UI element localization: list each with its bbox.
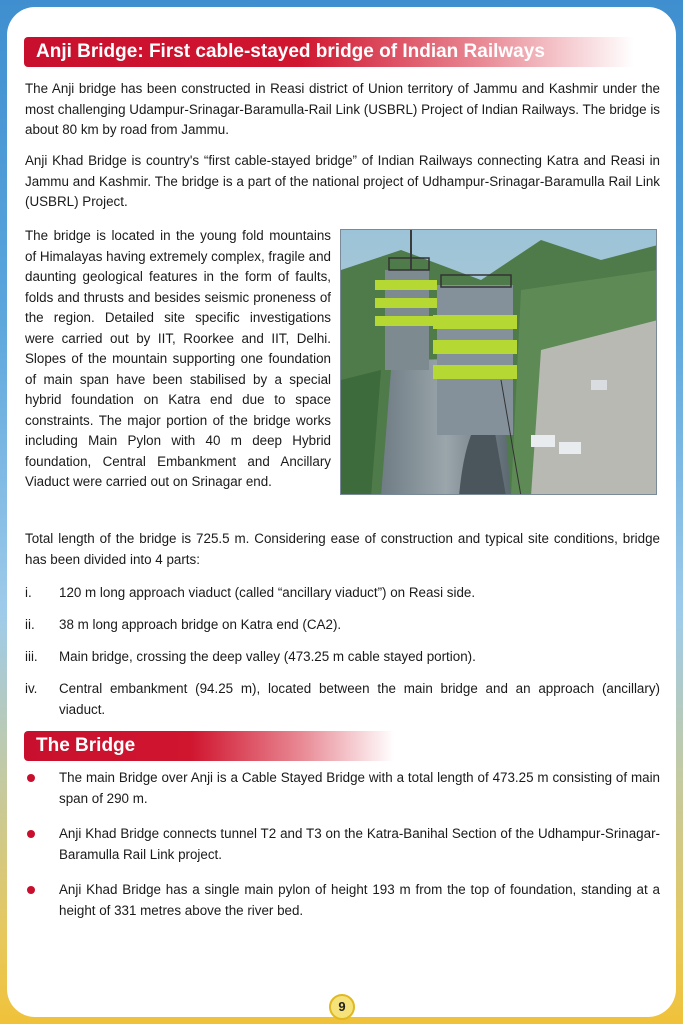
list-number: ii. xyxy=(25,617,35,632)
page-number-badge: 9 xyxy=(329,994,355,1020)
bullet-text: Anji Khad Bridge connects tunnel T2 and T3 on the Katra-Banihal Section of the Udhampur-Srinagar-Baramulla Rail Link project. xyxy=(59,826,660,862)
list-text: 120 m long approach viaduct (called “ancillary viaduct”) on Reasi side. xyxy=(59,585,476,600)
length-paragraph: Total length of the bridge is 725.5 m. Considering ease of construction and typical site conditions, bridge has been divided into 4 parts: xyxy=(25,531,660,567)
list-text: 38 m long approach bridge on Katra end (CA2). xyxy=(59,617,342,632)
bullet-text: Anji Khad Bridge has a single main pylon of height 193 m from the top of foundation, standing at a height of 331 metres above the river bed. xyxy=(59,882,660,918)
bullet-text: The main Bridge over Anji is a Cable Stayed Bridge with a total length of 473.25 m consisting of main span of 290 m. xyxy=(59,770,660,806)
intro-paragraph: The Anji bridge has been constructed in Reasi district of Union territory of Jammu and Kashmir under the most challenging Udampur-Srinagar-Baramulla-Rail Link (USBRL) Project of Indian Railways. The bridge is about 80 km by road from Jammu. xyxy=(25,81,660,137)
page-title: Anji Bridge: First cable-stayed bridge of Indian Railways xyxy=(24,37,634,67)
pylon-illustration xyxy=(341,230,657,495)
list-number: iii. xyxy=(25,649,38,664)
list-number: iv. xyxy=(25,681,38,696)
list-number: i. xyxy=(25,585,32,600)
document-page xyxy=(7,7,676,1017)
list-text: Central embankment (94.25 m), located between the main bridge and an approach (ancillary) viaduct. xyxy=(59,681,660,717)
geology-paragraph: The bridge is located in the young fold mountains of Himalayas having extremely complex, fragile and daunting geological features in the form of faults, folds and thrusts and besides seismic proneness of the region. Detailed site specific investigations were carried out by IIT, Roorkee and IIT, Delhi. Slopes of the mountain supporting one foundation of main span have been stabilised by a special hybrid foundation on Katra end due to space constraints. The major portion of the bridge works including Main Pylon with 40 m deep Hybrid foundation, Central Embankment and Ancillary Viaduct were carried out on Srinagar end. xyxy=(25,228,331,489)
bridge-pylon-photo xyxy=(340,229,657,495)
section-heading-the-bridge: The Bridge xyxy=(24,731,394,761)
bullet-dot-icon xyxy=(27,774,35,782)
list-text: Main bridge, crossing the deep valley (473.25 m cable stayed portion). xyxy=(59,649,476,664)
bullet-dot-icon xyxy=(27,886,35,894)
bullet-dot-icon xyxy=(27,830,35,838)
cable-stayed-paragraph: Anji Khad Bridge is country's “first cable-stayed bridge” of Indian Railways connecting Katra and Reasi in Jammu and Kashmir. The bridge is a part of the national project of Udhampur-Srinagar-Baramulla Rail Link (USBRL) Project. xyxy=(25,153,660,209)
